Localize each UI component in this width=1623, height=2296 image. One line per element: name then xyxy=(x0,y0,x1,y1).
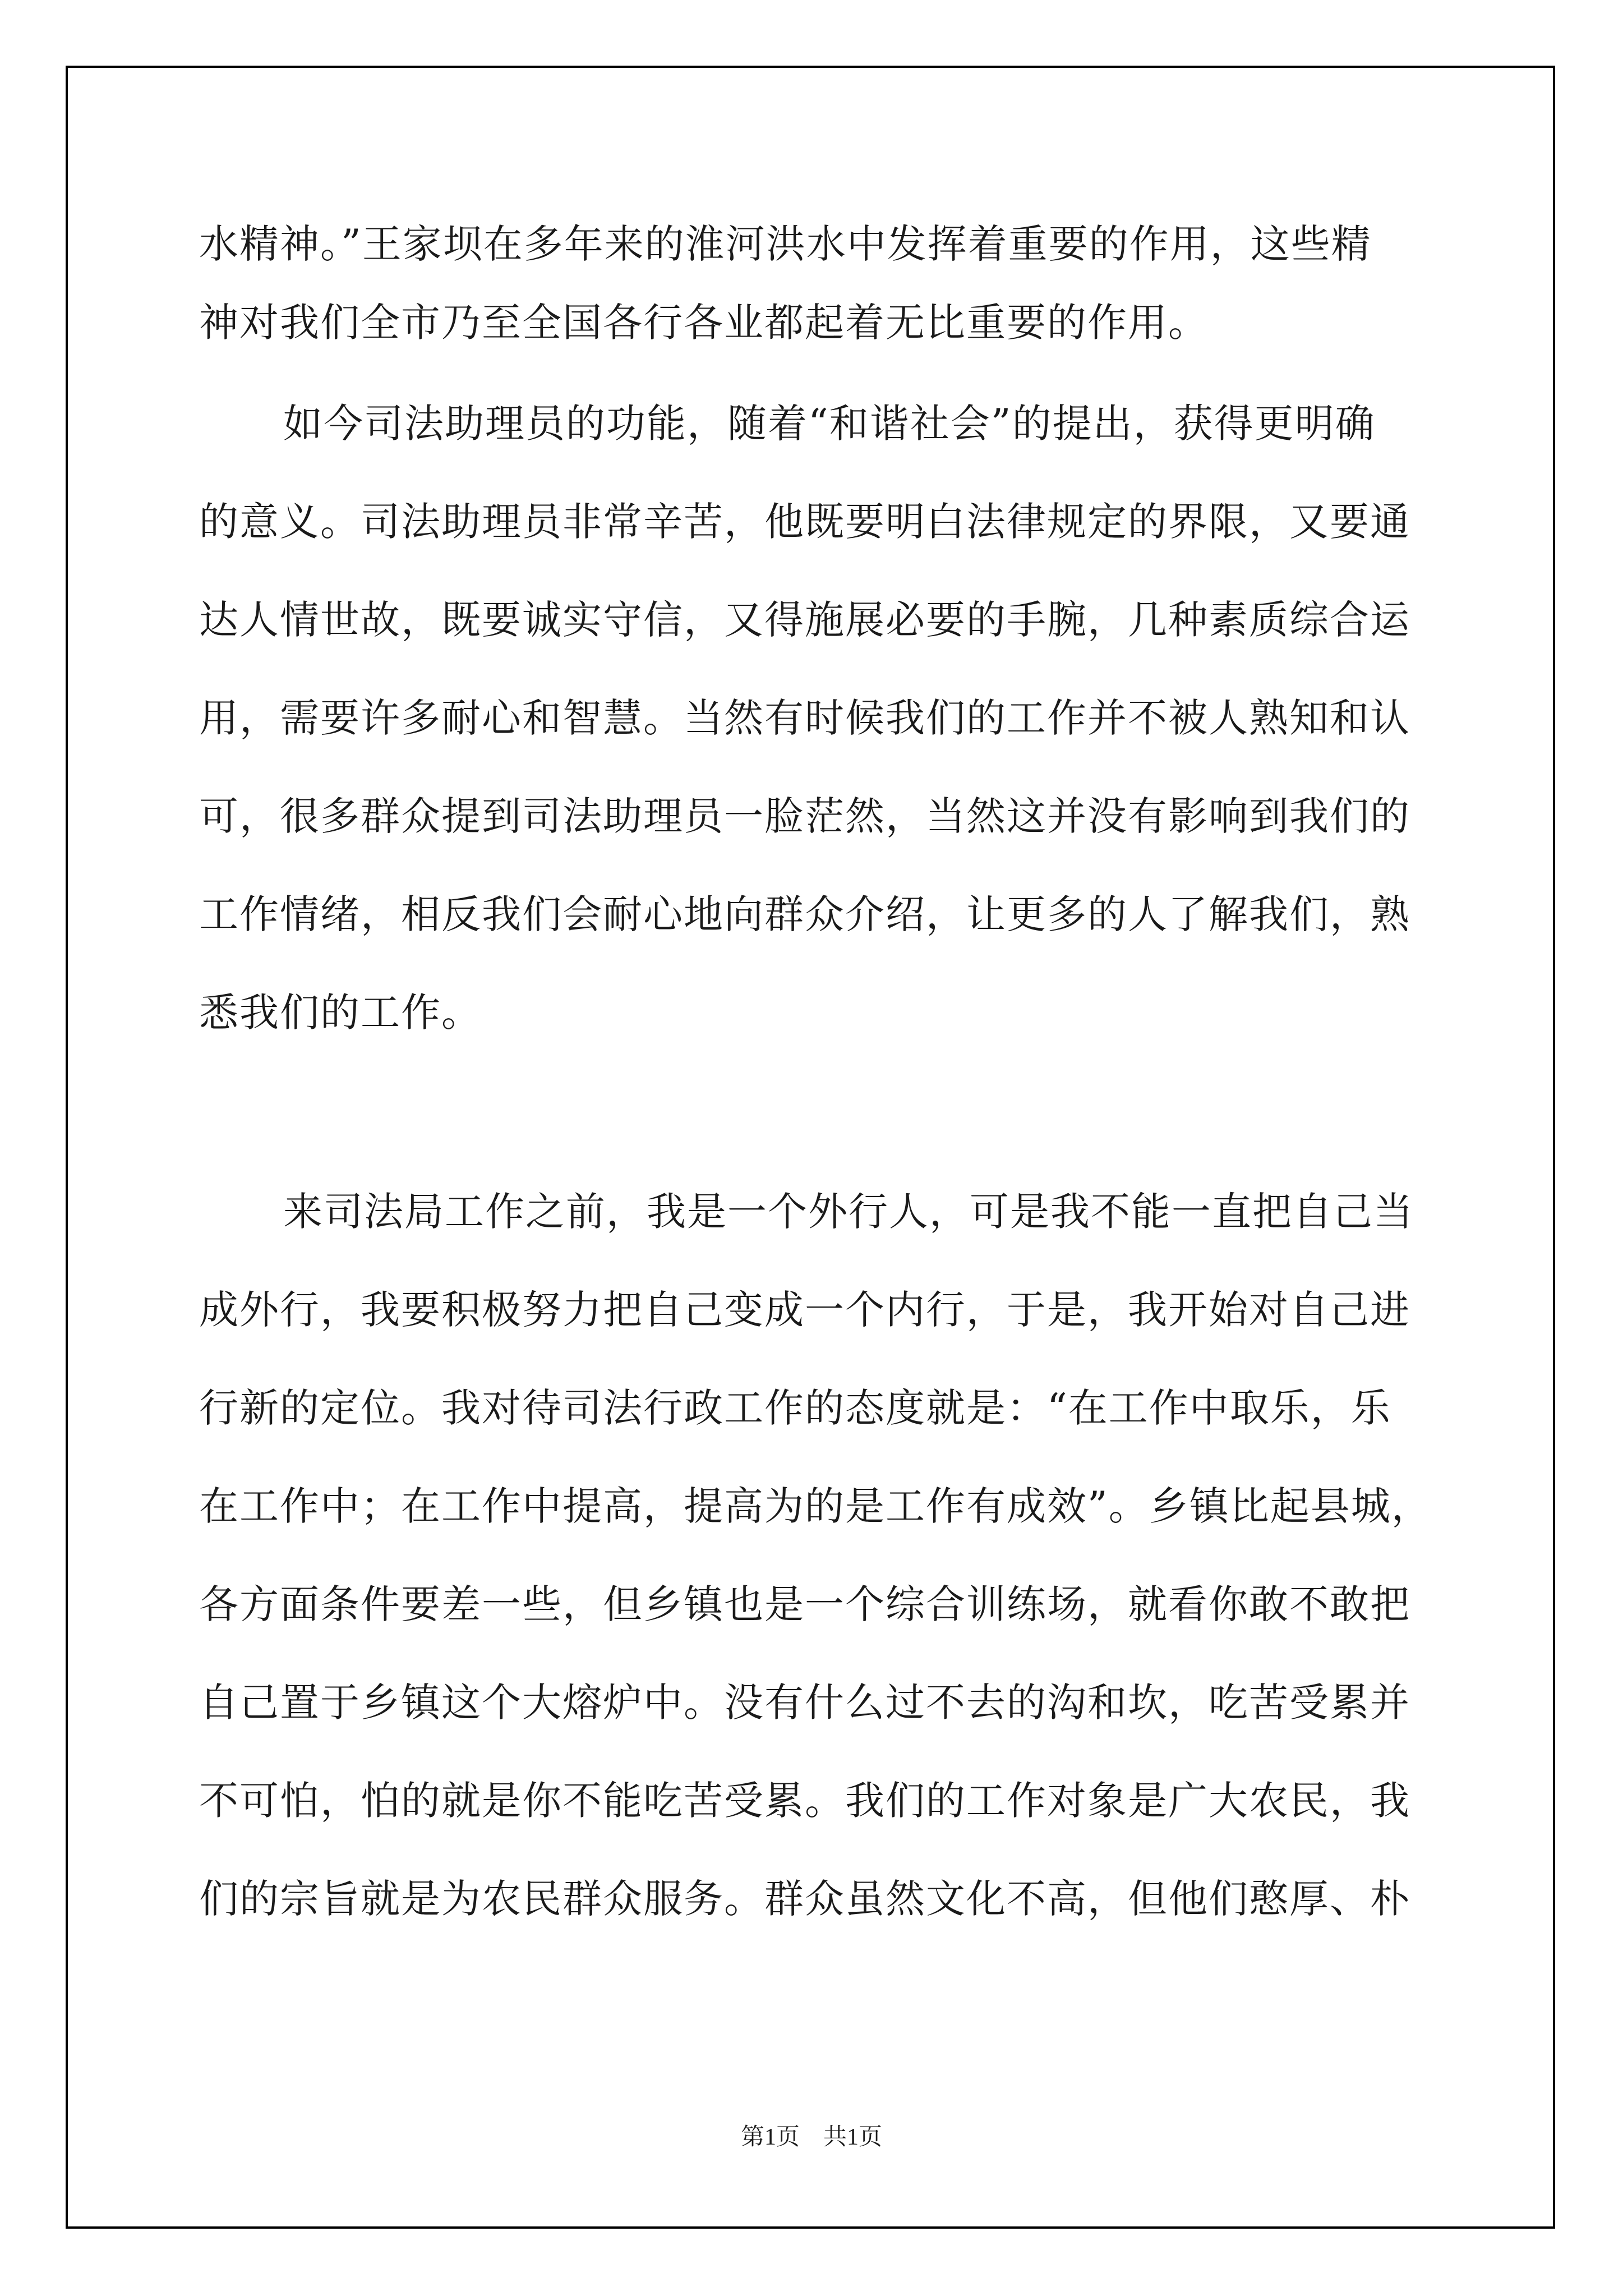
text-line: 达人情世故，既要诚实守信，又得施展必要的手腕，几种素质综合运 xyxy=(199,597,1410,643)
text-line: 自己置于乡镇这个大熔炉中。没有什么过不去的沟和坎，吃苦受累并 xyxy=(199,1680,1410,1726)
text-line: 如今司法助理员的功能，随着“和谐社会”的提出，获得更明确 xyxy=(283,401,1376,447)
text-line: 成外行，我要积极努力把自己变成一个内行，于是，我开始对自己进 xyxy=(199,1287,1410,1333)
text-line: 不可怕，怕的就是你不能吃苦受累。我们的工作对象是广大农民，我 xyxy=(199,1778,1410,1824)
text-line: 可，很多群众提到司法助理员一脸茫然，当然这并没有影响到我们的 xyxy=(199,793,1410,839)
text-line: 在工作中；在工作中提高，提高为的是工作有成效”。乡镇比起县城， xyxy=(199,1483,1432,1529)
text-line: 来司法局工作之前，我是一个外行人，可是我不能一直把自己当 xyxy=(283,1189,1414,1235)
text-line: 用，需要许多耐心和智慧。当然有时候我们的工作并不被人熟知和认 xyxy=(199,695,1410,741)
text-line: 行新的定位。我对待司法行政工作的态度就是：“在工作中取乐，乐 xyxy=(199,1385,1391,1431)
text-line: 各方面条件要差一些，但乡镇也是一个综合训练场，就看你敢不敢把 xyxy=(199,1581,1410,1627)
text-line: 悉我们的工作。 xyxy=(199,990,482,1036)
text-line: 的意义。司法助理员非常辛苦，他既要明白法律规定的界限，又要通 xyxy=(199,499,1410,545)
text-line: 工作情绪，相反我们会耐心地向群众介绍，让更多的人了解我们，熟 xyxy=(199,891,1410,937)
page-number: 第1页 共1页 xyxy=(740,2124,882,2150)
text-line: 水精神。”王家坝在多年来的淮河洪水中发挥着重要的作用，这些精 xyxy=(199,221,1372,267)
text-line: 们的宗旨就是为农民群众服务。群众虽然文化不高，但他们憨厚、朴 xyxy=(199,1876,1410,1922)
text-line: 神对我们全市乃至全国各行各业都起着无比重要的作用。 xyxy=(199,300,1209,346)
